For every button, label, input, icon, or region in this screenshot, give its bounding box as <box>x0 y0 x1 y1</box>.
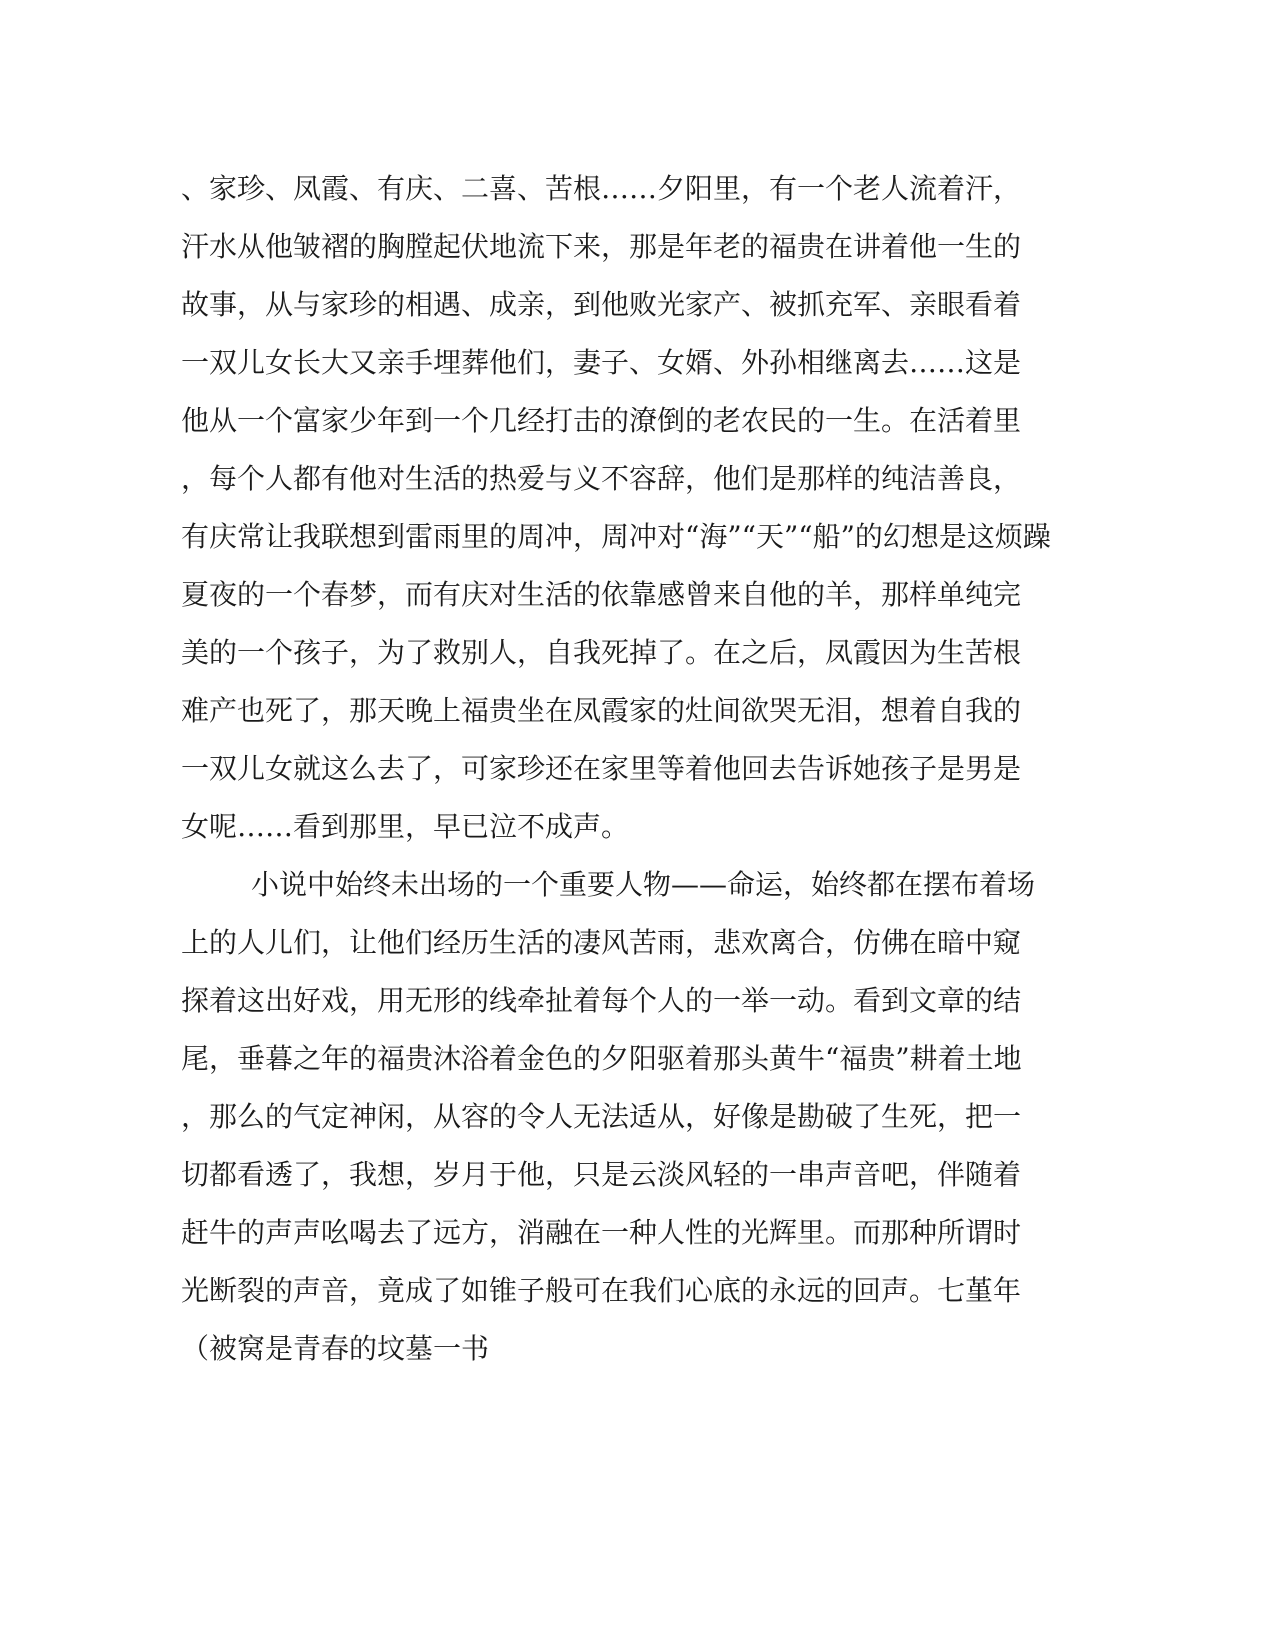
text-line: 汗水从他皱褶的胸膛起伏地流下来，那是年老的福贵在讲着他一生的 <box>181 230 1022 263</box>
paragraph-start-line: 小说中始终未出场的一个重要人物——命运，始终都在摆布着场 <box>251 868 1036 901</box>
text-line: 美的一个孩子，为了救别人，自我死掉了。在之后，凤霞因为生苦根 <box>181 636 1022 669</box>
text-line: 探着这出好戏，用无形的线牵扯着每个人的一举一动。看到文章的结 <box>181 984 1022 1017</box>
text-line: 切都看透了，我想，岁月于他，只是云淡风轻的一串声音吧，伴随着 <box>181 1158 1022 1191</box>
text-line: 难产也死了，那天晚上福贵坐在凤霞家的灶间欲哭无泪，想着自我的 <box>181 694 1022 727</box>
text-line: 赶牛的声声吆喝去了远方，消融在一种人性的光辉里。而那种所谓时 <box>181 1216 1022 1249</box>
text-line: 上的人儿们，让他们经历生活的凄风苦雨，悲欢离合，仿佛在暗中窥 <box>181 926 1022 959</box>
text-line: 尾，垂暮之年的福贵沐浴着金色的夕阳驱着那头黄牛“福贵”耕着土地 <box>181 1042 1022 1075</box>
text-line: 一双儿女长大又亲手埋葬他们，妻子、女婿、外孙相继离去……这是 <box>181 346 1022 379</box>
body-text <box>181 160 1051 1378</box>
text-line: ，每个人都有他对生活的热爱与义不容辞，他们是那样的纯洁善良， <box>181 462 1022 495</box>
text-line: 女呢……看到那里，早已泣不成声。 <box>181 810 630 843</box>
text-line: 他从一个富家少年到一个几经打击的潦倒的老农民的一生。在活着里 <box>181 404 1022 437</box>
text-line: 故事，从与家珍的相遇、成亲，到他败光家产、被抓充军、亲眼看着 <box>181 288 1022 321</box>
text-line: （被窝是青春的坟墓一书 <box>181 1332 490 1365</box>
text-line: 夏夜的一个春梦，而有庆对生活的依靠感曾来自他的羊，那样单纯完 <box>181 578 1022 611</box>
text-line: 、家珍、凤霞、有庆、二喜、苦根……夕阳里，有一个老人流着汗， <box>181 172 1022 205</box>
text-line: 有庆常让我联想到雷雨里的周冲，周冲对“海”“天”“船”的幻想是这烦躁 <box>181 520 1051 553</box>
text-line: ，那么的气定神闲，从容的令人无法适从，好像是勘破了生死，把一 <box>181 1100 1022 1133</box>
text-line: 光断裂的声音，竟成了如锥子般可在我们心底的永远的回声。七堇年 <box>181 1274 1022 1307</box>
text-line: 一双儿女就这么去了，可家珍还在家里等着他回去告诉她孩子是男是 <box>181 752 1022 785</box>
